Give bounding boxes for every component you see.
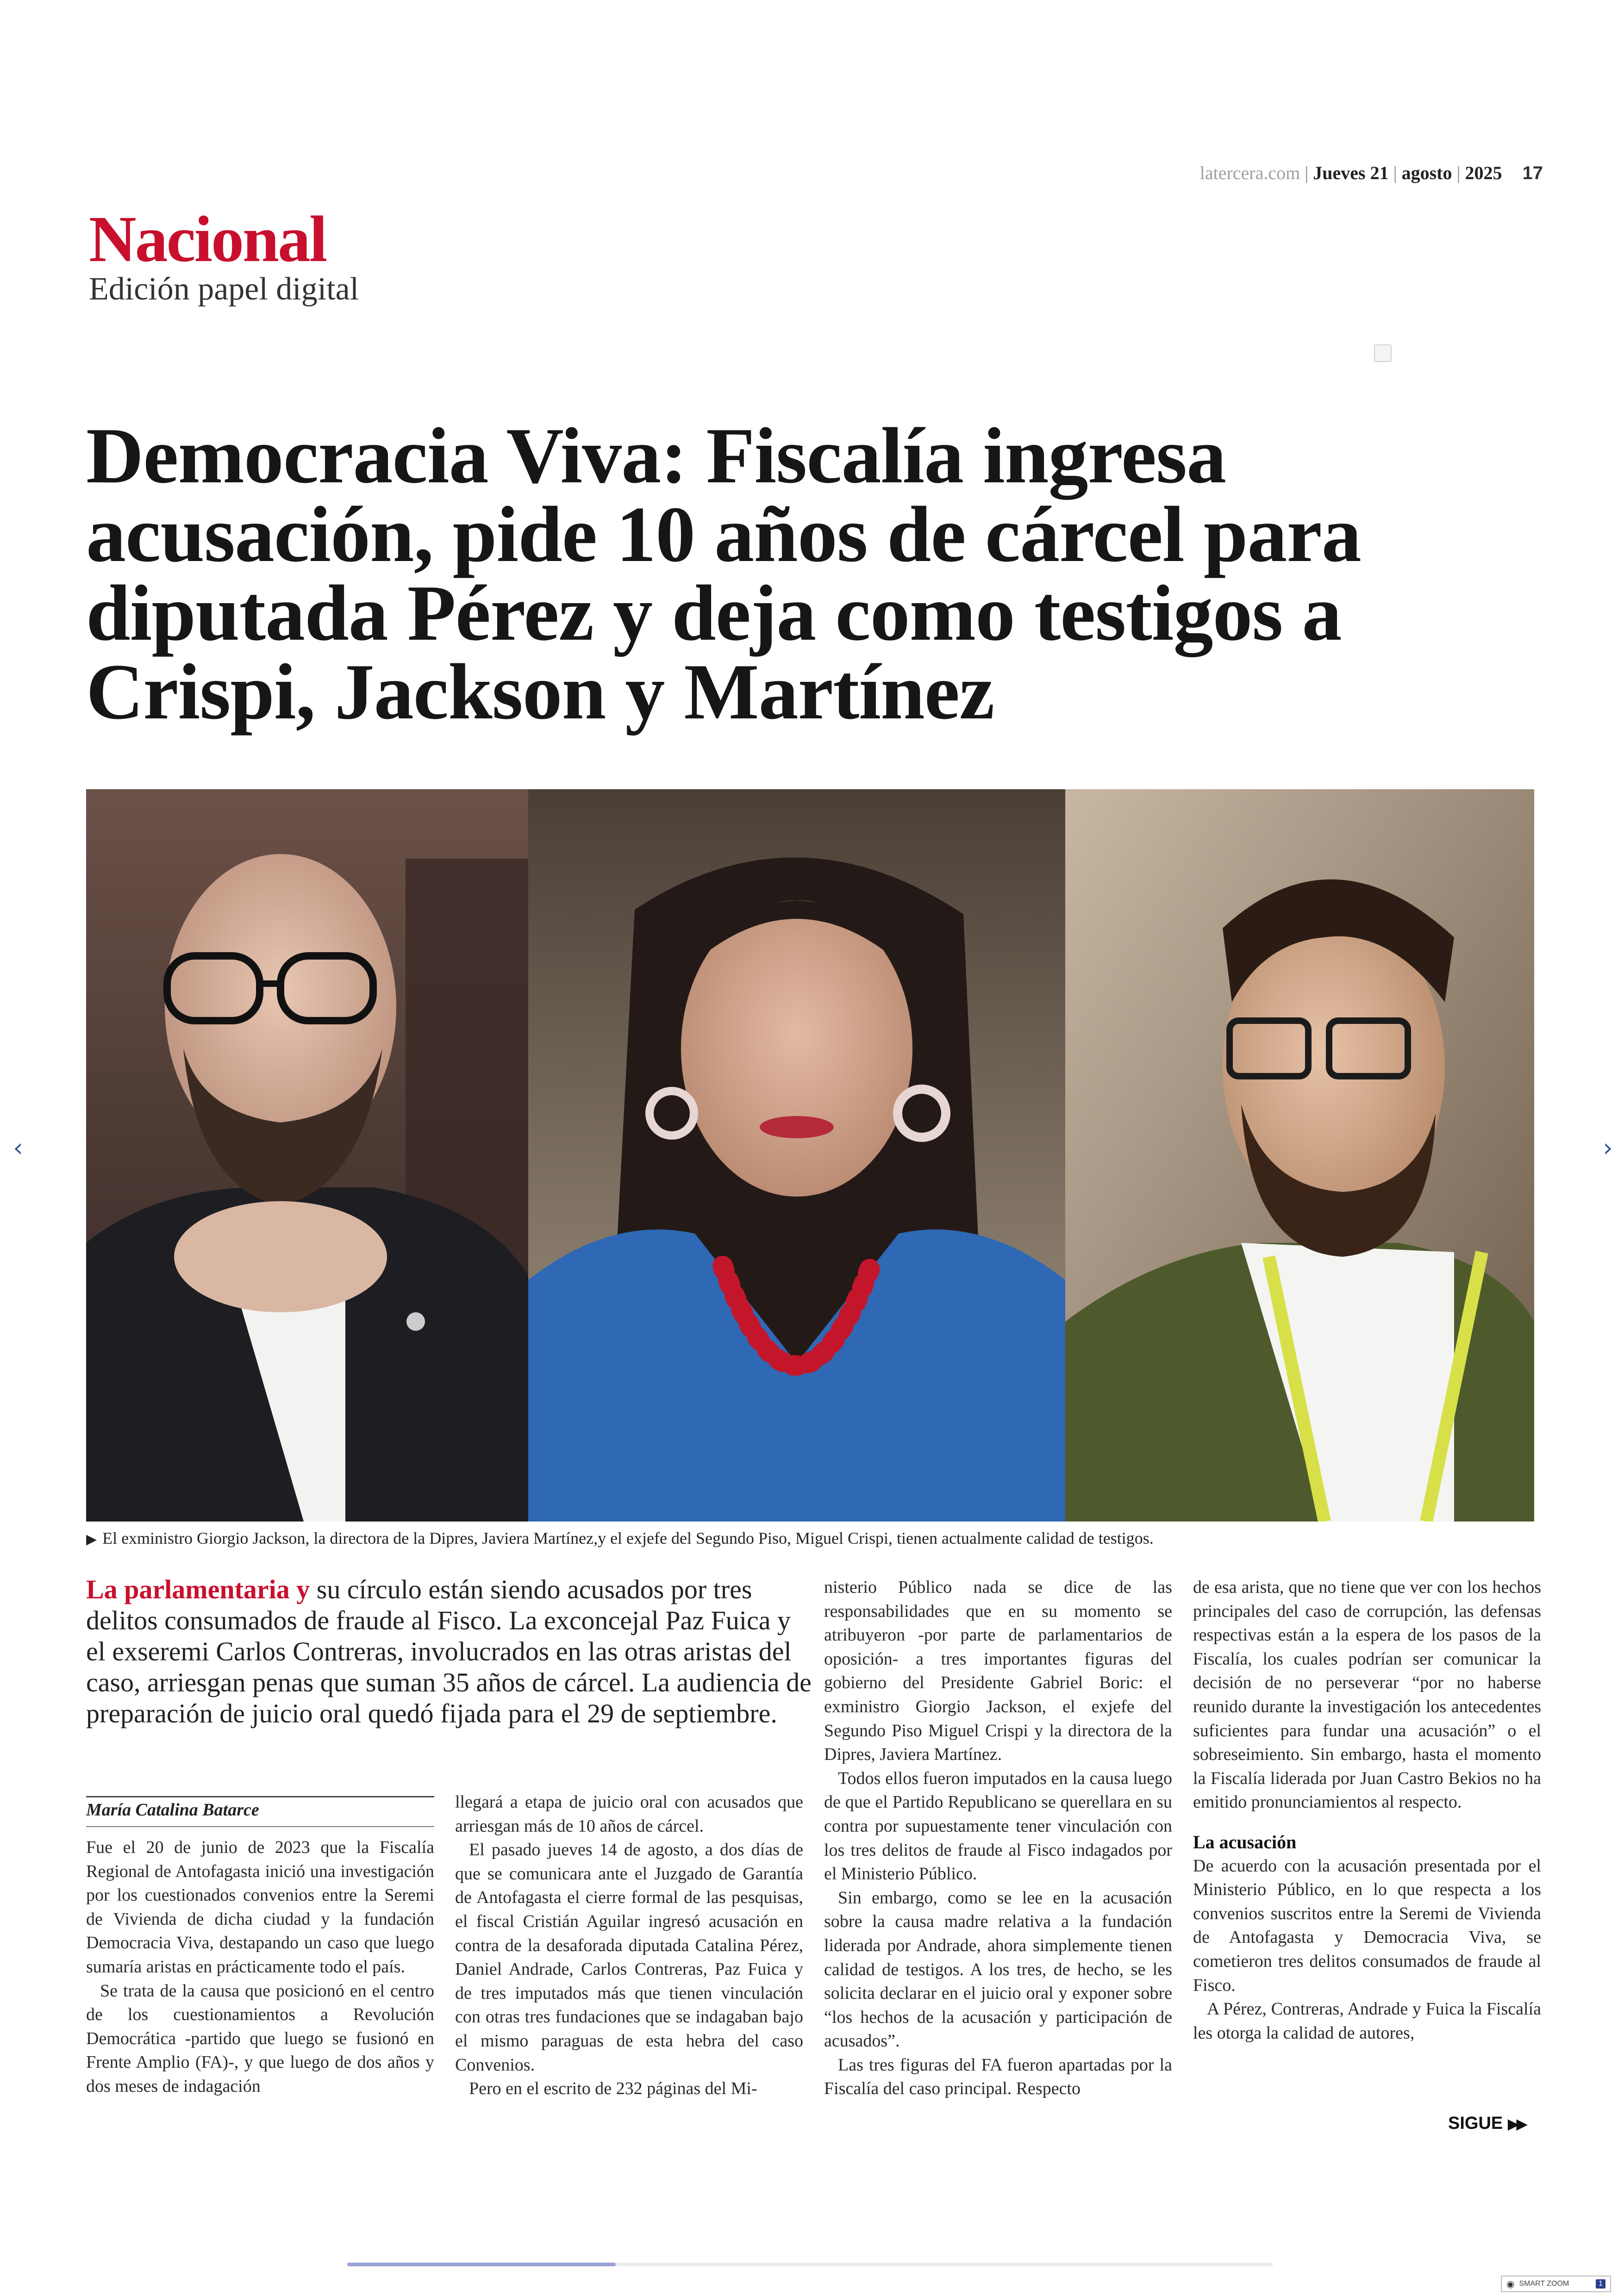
subheading: La acusación xyxy=(1193,1831,1297,1852)
site-name: latercera.com xyxy=(1199,162,1300,183)
continue-link[interactable] xyxy=(1448,2114,1525,2133)
body-column-1 xyxy=(86,1836,434,2099)
byline-rule-bottom xyxy=(86,1826,434,1827)
article-headline: Democracia Viva: Fiscalía ingresa acusación, pide 10 años de cárcel para diputada Pérez y deja como testigos a Crispi, Jackson y Martínez xyxy=(86,412,1361,736)
caption-text: El exministro Giorgio Jackson, la directora de la Dipres, Javiera Martínez,y el exjefe del Segundo Piso, Miguel Crispi, tienen actualmente calidad de testigos. xyxy=(102,1529,1154,1547)
date-year: 2025 xyxy=(1465,162,1502,183)
paragraph: Pero en el escrito de 232 páginas del Mi- xyxy=(469,2079,757,2099)
photo-caption xyxy=(86,1528,1535,1548)
paragraph: Sin embargo, como se lee en la acusación sobre la causa madre relativa a la fundación liderada por Andrade, ahora simplemente tienen calidad de testigos. A los tres, de hecho, se les solicita declarar en el juicio oral y exponer sobre “los hechos de la acusación y participación de acusados”. xyxy=(824,1888,1172,2051)
continue-label: SIGUE xyxy=(1448,2114,1503,2133)
section-title: Nacional xyxy=(89,202,326,275)
photo-panel-crispi xyxy=(1065,789,1534,1522)
masthead-dateline: latercera.com | Jueves 21 | agosto | 2025 17 xyxy=(1199,162,1543,183)
smart-zoom-button[interactable] xyxy=(1501,2276,1611,2292)
continue-arrow-icon: ▶▶ xyxy=(1507,2115,1525,2133)
smart-zoom-label: SMART ZOOM xyxy=(1519,2280,1569,2288)
body-column-4 xyxy=(1193,1576,1541,2045)
article-photo xyxy=(86,789,1534,1522)
photo-panel-martinez xyxy=(528,789,1065,1522)
date-day: Jueves 21 xyxy=(1313,162,1389,183)
paragraph: Se trata de la causa que posicionó en el centro de los cuestionamientos a Revolución Democrática -partido que luego se fusionó en Frente Amplio (FA)-, y que luego de dos años y dos meses de indagación xyxy=(86,1981,434,2096)
lead-paragraph xyxy=(86,1574,813,1729)
date-month: agosto xyxy=(1401,162,1452,183)
page-progress-fill xyxy=(347,2263,616,2266)
paragraph: nisterio Público nada se dice de las responsabilidades que en su momento se atribuyeron -por parte de parlamentarios de oposición- a tres importantes figuras del gobierno del Presidente Gabriel Boric: el exministro Giorgio Jackson, el exjefe del Segundo Piso Miguel Crispi y la directora de la Dipres, Javiera Martínez. xyxy=(824,1578,1172,1765)
byline-rule-top xyxy=(86,1796,434,1797)
paragraph: El pasado jueves 14 de agosto, a dos días de que se comunicara ante el Juzgado de Garantía de Antofagasta el cierre formal de las pesquisas, el fiscal Cristián Aguilar ingresó acusación en contra de la desaforada diputada Catalina Pérez, Daniel Andrade, Carlos Contreras, Paz Fuica y de tres imputados más que tienen vinculación con otras tres fundaciones que se indagaban bajo el mismo paraguas de esta hebra del caso Convenios. xyxy=(455,1840,803,2075)
zoom-badge: 1 xyxy=(1596,2279,1605,2289)
ad-marker-icon[interactable] xyxy=(1374,344,1392,362)
paragraph: llegará a etapa de juicio oral con acusados que arriesgan más de 10 años de cárcel. xyxy=(455,1792,803,1836)
eye-icon: ◉ xyxy=(1506,2278,1515,2289)
paragraph: De acuerdo con la acusación presentada por el Ministerio Público, en lo que respecta a los convenios suscritos entre la Seremi de Vivienda de Antofagasta y Democracia Viva, se cometieron tres delitos consumados de fraude al Fisco. xyxy=(1193,1856,1541,1995)
caption-arrow-icon: ▶ xyxy=(86,1531,97,1547)
photo-panel-jackson xyxy=(86,789,528,1522)
lead-text: su círculo están siendo acusados por tres delitos consumados de fraude al Fisco. La exconcejal Paz Fuica y el exseremi Carlos Contreras, involucrados en las otras aristas del caso, arriesgan penas que suman 35 años de cárcel. La audiencia de preparación de juicio oral quedó fijada para el 29 de septiembre. xyxy=(86,1574,812,1728)
photo-collage xyxy=(86,789,1534,1522)
paragraph: Todos ellos fueron imputados en la causa luego de que el Partido Republicano se querellara en su contra por supuestamente tener vinculación con los tres delitos de fraude al Fisco indagados por el Ministerio Público. xyxy=(824,1768,1172,1884)
body-column-3 xyxy=(824,1576,1172,2101)
page-number: 17 xyxy=(1522,163,1543,183)
next-page-chevron-icon[interactable]: › xyxy=(1603,1133,1613,1162)
paragraph: Fue el 20 de junio de 2023 que la Fiscalía Regional de Antofagasta inició una investigación por los cuestionados convenios entre la Seremi de Vivienda de dicha ciudad y la fundación Democracia Viva, destapando un caso que luego sumaría aristas en prácticamente todo el país. xyxy=(86,1838,434,1977)
prev-page-chevron-icon[interactable]: ‹ xyxy=(13,1133,23,1162)
edition-label: Edición papel digital xyxy=(89,271,359,307)
lead-highlight: La parlamentaria y xyxy=(86,1574,310,1604)
paragraph: Las tres figuras del FA fueron apartadas por la Fiscalía del caso principal. Respecto xyxy=(824,2055,1172,2099)
body-column-2 xyxy=(455,1790,803,2101)
byline: María Catalina Batarce xyxy=(86,1800,259,1820)
paragraph: de esa arista, que no tiene que ver con los hechos principales del caso de corrupción, las defensas respectivas están a la espera de los pasos de la Fiscalía, los cuales podrían ser comunicar la decisión de no perseverar “por no haberse reunido durante la investigación los antecedentes suficientes para fundar una acusación” o el sobreseimiento. Sin embargo, hasta el momento la Fiscalía liderada por Juan Castro Bekios no ha emitido pronunciamientos al respecto. xyxy=(1193,1578,1541,1812)
paragraph: A Pérez, Contreras, Andrade y Fuica la Fiscalía les otorga la calidad de autores, xyxy=(1193,1999,1541,2043)
